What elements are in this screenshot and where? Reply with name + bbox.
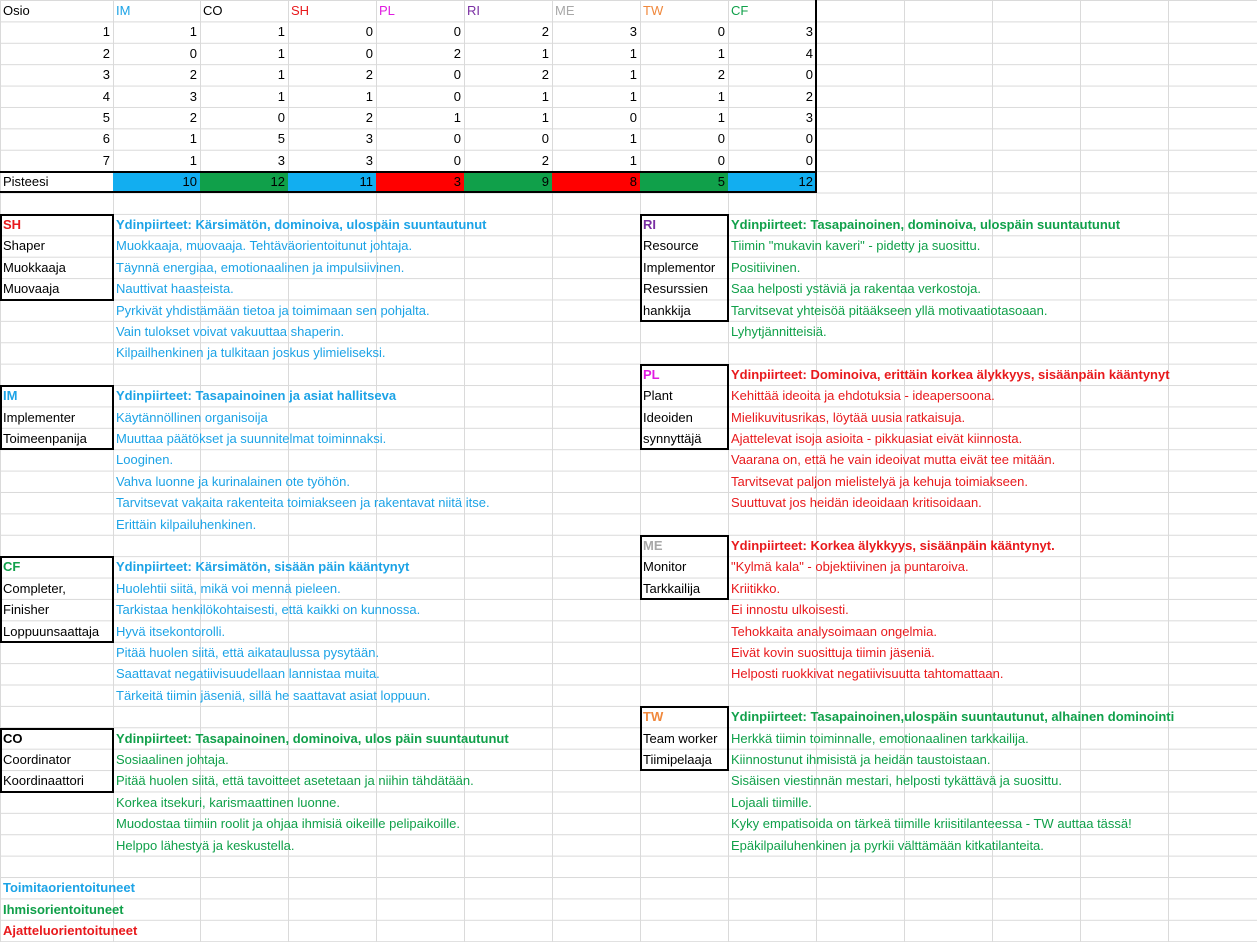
role-code-tw[interactable]: TW [643,709,664,725]
score-cell[interactable]: 1 [277,45,285,61]
role-name[interactable]: synnyttäjä [643,431,702,446]
score-cell[interactable]: 1 [277,67,285,83]
score-table-border [0,0,817,193]
role-box-pl [640,364,729,451]
score-cell[interactable]: 2 [453,45,461,61]
score-cell[interactable]: 2 [541,24,549,40]
score-cell[interactable]: 0 [453,131,461,147]
role-line[interactable]: Eivät kovin suosittuja tiimin jäseniä. [731,645,935,660]
score-cell[interactable]: 0 [805,152,813,168]
score-cell[interactable]: 0 [453,88,461,104]
header-im[interactable]: IM [116,3,131,18]
role-heading[interactable]: Ydinpiirteet: Tasapainoinen, dominoiva, ulos päin suuntautunut [116,730,509,746]
score-cell[interactable]: 1 [629,131,637,147]
role-line[interactable]: "Kylmä kala" - objektiivinen ja puntaroiva. [731,559,969,575]
total-ri[interactable]: 9 [464,171,552,192]
total-label[interactable]: Pisteesi [3,174,49,190]
role-code-im[interactable]: IM [3,388,18,404]
score-cell[interactable]: 0 [453,152,461,168]
score-cell[interactable]: 2 [189,110,197,125]
role-line[interactable]: Tarvitsevat yhteisöä pitääkseen yllä motivaatiotasoaan. [731,302,1048,318]
total-pl[interactable]: 3 [376,171,464,192]
score-cell[interactable]: 3 [805,24,813,40]
score-cell[interactable]: 1 [541,45,549,61]
score-cell[interactable]: 0 [629,110,637,125]
role-line[interactable]: Kyky empatisoida on tärkeä tiimille kriisitilanteessa - TW auttaa tässä! [731,816,1132,832]
role-name[interactable]: Muovaaja [3,281,60,297]
role-name[interactable]: Monitor [643,559,687,575]
score-cell[interactable]: 3 [189,88,197,104]
score-cell[interactable]: 2 [717,67,725,83]
role-name[interactable]: Shaper [3,238,45,254]
score-cell[interactable]: 1 [717,88,725,104]
role-line[interactable]: Hyvä itsekontorolli. [116,623,226,639]
score-cell[interactable]: 5 [102,110,110,125]
role-line[interactable]: Ei innostu ulkoisesti. [731,602,849,618]
score-cell[interactable]: 0 [453,67,461,83]
role-heading[interactable]: Ydinpiirteet: Kärsimätön, dominoiva, ulospäin suuntautunut [116,217,487,232]
legend-item[interactable]: Ihmisorientoituneet [3,901,124,917]
total-sh[interactable]: 11 [288,171,376,192]
role-line[interactable]: Erittäin kilpailuhenkinen. [116,516,257,532]
role-line[interactable]: Tärkeitä tiimin jäseniä, sillä he saattavat asiat loppuun. [116,687,431,703]
score-cell[interactable]: 2 [189,67,197,83]
score-cell[interactable]: 0 [365,24,373,40]
role-line[interactable]: Tarvitsevat paljon mielistelyä ja kehuja toimiakseen. [731,473,1028,489]
score-cell[interactable]: 1 [629,152,637,168]
score-cell[interactable]: 6 [102,131,110,147]
score-cell[interactable]: 0 [189,45,197,61]
role-heading[interactable]: Ydinpiirteet: Tasapainoinen ja asiat hallitseva [116,388,397,404]
score-cell[interactable]: 3 [365,152,373,168]
score-cell[interactable]: 1 [189,131,197,147]
role-line[interactable]: Tehokkaita analysoimaan ongelmia. [731,623,937,639]
role-line[interactable]: Tiimin "mukavin kaveri" - pidetty ja suosittu. [731,238,981,254]
score-cell[interactable]: 1 [717,45,725,61]
score-cell[interactable]: 1 [629,88,637,104]
role-line[interactable]: Pitää huolen siitä, että aikataulussa pysytään. [116,645,380,660]
total-me[interactable]: 8 [552,171,640,192]
role-box-im [0,385,114,450]
role-line[interactable]: Vain tulokset voivat vakuuttaa shaperin. [116,324,345,339]
score-cell[interactable]: 3 [102,67,110,83]
role-line[interactable]: Saa helposti ystäviä ja rakentaa verkostoja. [731,281,982,297]
score-cell[interactable]: 4 [805,45,813,61]
score-cell[interactable]: 7 [102,152,110,168]
score-cell[interactable]: 0 [717,152,725,168]
role-box-co [0,728,114,793]
score-cell[interactable]: 1 [629,67,637,83]
role-line[interactable]: Nauttivat haasteista. [116,281,234,297]
role-code-ri[interactable]: RI [643,217,656,232]
score-cell[interactable]: 2 [541,67,549,83]
role-line[interactable]: Epäkilpailuhenkinen ja pyrkii välttämään kitkatilanteita. [731,837,1044,853]
role-heading[interactable]: Ydinpiirteet: Tasapainoinen,ulospäin suuntautunut, alhainen dominointi [731,709,1175,725]
score-cell[interactable]: 1 [365,88,373,104]
role-line[interactable]: Ajattelevat isoja asioita - pikkuasiat eivät kiinnosta. [731,431,1023,446]
header-pl[interactable]: PL [379,3,395,18]
role-line[interactable]: Lojaali tiimille. [731,794,812,810]
role-line[interactable]: Kilpailhenkinen ja tulkitaan joskus ylimieliseksi. [116,345,386,361]
role-line[interactable]: Sosiaalinen johtaja. [116,752,229,767]
header-osio[interactable]: Osio [3,3,30,18]
header-tw[interactable]: TW [643,3,664,18]
score-cell[interactable]: 1 [629,45,637,61]
score-cell[interactable]: 0 [717,131,725,147]
score-cell[interactable]: 1 [541,88,549,104]
role-name[interactable]: Completer, [3,580,66,596]
role-line[interactable]: Huolehtii siitä, mikä voi mennä pieleen. [116,580,341,596]
role-line[interactable]: Käytännöllinen organisoija [116,409,268,425]
role-box-cf [0,556,114,643]
role-line[interactable]: Kehittää ideoita ja ehdotuksia - ideapersoona. [731,388,995,404]
role-heading[interactable]: Ydinpiirteet: Tasapainoinen, dominoiva, ulospäin suuntautunut [731,217,1121,232]
grid-line [1168,0,1169,942]
score-cell[interactable]: 0 [541,131,549,147]
role-code-pl[interactable]: PL [643,366,660,382]
role-line[interactable]: Vahva luonne ja kurinalainen ote työhön. [116,473,350,489]
total-row-border [0,171,817,193]
role-line[interactable]: Pitää huolen siitä, että tavoitteet asetetaan ja niihin tähdätään. [116,773,474,789]
role-line[interactable]: Vaarana on, että he vain ideoivat mutta eivät tee mitään. [731,452,1056,468]
total-co[interactable]: 12 [200,171,288,192]
role-line[interactable]: Lyhytjännitteisiä. [731,324,827,339]
role-name[interactable]: Koordinaattori [3,773,84,789]
score-cell[interactable]: 2 [365,110,373,125]
role-line[interactable]: Helposti ruokkivat negatiivisuutta tahtomattaan. [731,666,1004,682]
total-cf[interactable]: 12 [728,171,816,192]
role-box-me [640,535,729,600]
role-name[interactable]: Tarkkailija [643,580,701,596]
role-line[interactable]: Muuttaa päätökset ja suunnitelmat toiminnaksi. [116,431,387,446]
score-cell[interactable]: 1 [717,110,725,125]
role-name[interactable]: hankkija [643,302,691,318]
score-cell[interactable]: 2 [365,67,373,83]
score-cell[interactable]: 4 [102,88,110,104]
role-box-sh [0,214,114,301]
legend-item[interactable]: Toimitaorientoituneet [3,880,135,896]
role-name[interactable]: Ideoiden [643,409,693,425]
role-name[interactable]: Loppuunsaattaja [3,623,100,639]
score-cell[interactable]: 0 [365,45,373,61]
role-line[interactable]: Herkkä tiimin toiminnalle, emotionaalinen tarkkailija. [731,730,1029,746]
role-name[interactable]: Coordinator [3,752,71,767]
role-box-ri [640,214,729,322]
header-me[interactable]: ME [555,3,575,18]
score-cell[interactable]: 0 [277,110,285,125]
role-line[interactable]: Looginen. [116,452,174,468]
role-line[interactable]: Mielikuvitusrikas, löytää uusia ratkaisuja. [731,409,966,425]
role-code-cf[interactable]: CF [3,559,21,575]
score-cell[interactable]: 0 [805,67,813,83]
role-code-me[interactable]: ME [643,538,663,553]
role-line[interactable]: Pyrkivät yhdistämään tietoa ja toimimaan sen pohjalta. [116,302,430,318]
score-cell[interactable]: 1 [189,24,197,40]
role-code-sh[interactable]: SH [3,217,22,232]
role-name[interactable]: Finisher [3,602,50,618]
role-line[interactable]: Muodostaa tiimiin roolit ja ohjaa ihmisiä oikeille pelipaikoille. [116,816,460,832]
score-cell[interactable]: 1 [453,110,461,125]
role-line[interactable]: Saattavat negatiivisuudellaan lannistaa muita. [116,666,380,682]
role-line[interactable]: Tarkistaa henkilökohtaisesti, että kaikki on kunnossa. [116,602,421,618]
role-heading[interactable]: Ydinpiirteet: Kärsimätön, sisään päin kääntynyt [116,559,410,575]
role-line[interactable]: Positiivinen. [731,259,801,275]
role-line[interactable]: Sisäisen viestinnän mestari, helposti tykättävä ja suosittu. [731,773,1062,789]
role-name[interactable]: Implementer [3,409,76,425]
role-line[interactable]: Suuttuvat jos heidän ideoidaan kritisoidaan. [731,495,982,511]
score-cell[interactable]: 1 [277,24,285,40]
role-name[interactable]: Resource [643,238,699,254]
role-line[interactable]: Tarvitsevat vakaita rakenteita toimiakseen ja rakentavat niitä itse. [116,495,490,511]
header-sh[interactable]: SH [291,3,310,18]
score-cell[interactable]: 0 [805,131,813,147]
legend-item[interactable]: Ajatteluorientoituneet [3,923,138,939]
role-name[interactable]: Tiimipelaaja [643,752,712,767]
role-line[interactable]: Muokkaaja, muovaaja. Tehtäväorientoitunut johtaja. [116,238,413,254]
score-cell[interactable]: 3 [805,110,813,125]
role-name[interactable]: Plant [643,388,673,404]
score-cell[interactable]: 3 [629,24,637,40]
score-cell[interactable]: 2 [102,45,110,61]
header-ri[interactable]: RI [467,3,480,18]
header-co[interactable]: CO [203,3,223,18]
role-line[interactable]: Helppo lähestyä ja keskustella. [116,837,295,853]
role-heading[interactable]: Ydinpiirteet: Korkea älykkyys, sisäänpäin kääntynyt. [731,538,1055,553]
score-cell[interactable]: 5 [277,131,285,147]
score-cell[interactable]: 2 [541,152,549,168]
score-cell[interactable]: 0 [453,24,461,40]
role-line[interactable]: Kriitikko. [731,580,781,596]
role-name[interactable]: Implementor [643,259,716,275]
header-cf[interactable]: CF [731,3,749,18]
score-cell[interactable]: 3 [277,152,285,168]
score-cell[interactable]: 1 [277,88,285,104]
role-heading[interactable]: Ydinpiirteet: Dominoiva, erittäin korkea älykkyys, sisäänpäin kääntynyt [731,366,1170,382]
score-cell[interactable]: 3 [365,131,373,147]
total-tw[interactable]: 5 [640,171,728,192]
total-im[interactable]: 10 [113,171,200,192]
score-cell[interactable]: 0 [717,24,725,40]
role-name[interactable]: Muokkaaja [3,259,66,275]
role-box-tw [640,706,729,771]
score-cell[interactable]: 1 [541,110,549,125]
score-cell[interactable]: 2 [805,88,813,104]
role-name[interactable]: Toimeenpanija [3,431,87,446]
role-line[interactable]: Täynnä energiaa, emotionaalinen ja impulsiivinen. [116,259,405,275]
score-cell[interactable]: 1 [189,152,197,168]
role-line[interactable]: Kiinnostunut ihmisistä ja heidän taustoistaan. [731,752,991,767]
score-cell[interactable]: 1 [102,24,110,40]
role-line[interactable]: Korkea itsekuri, karismaattinen luonne. [116,794,341,810]
role-name[interactable]: Resurssien [643,281,709,297]
role-name[interactable]: Team worker [643,730,718,746]
role-code-co[interactable]: CO [3,730,23,746]
